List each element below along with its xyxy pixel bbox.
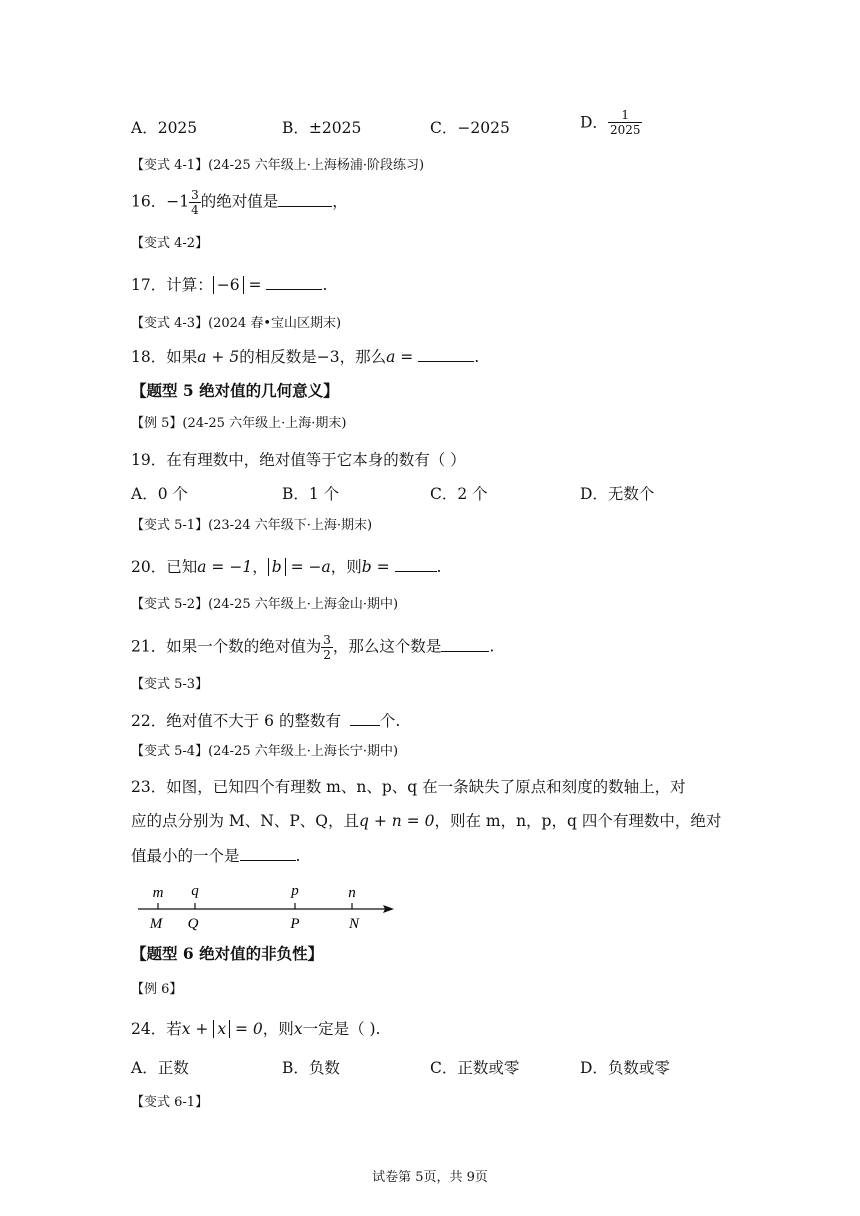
option-d: D． $\frac{1}{2025}$ — [580, 108, 641, 137]
question-16: 16．−1 $\frac{3}{4}$ 的绝对值是 ， — [131, 188, 348, 217]
variant-tag-4-1: 【变式 4-1】(24-25 六年级上·上海杨浦·阶段练习) — [131, 158, 425, 173]
fraction: $\frac{3}{4}$ — [191, 188, 199, 217]
example-tag-5: 【例 5】(24-25 六年级上·上海·期末) — [131, 416, 347, 431]
absolute-value: b — [268, 558, 286, 576]
variant-tag-4-3: 【变式 4-3】(2024 春•宝山区期末) — [131, 316, 342, 331]
question-18: 18．如果a + 5的相反数是−3，那么a = . — [131, 348, 480, 366]
option-a: A．2025 — [131, 119, 198, 137]
option-c: C．2 个 — [430, 485, 488, 503]
question-23-line-2: 应的点分别为 M、N、P、Q，且q + n = 0，则在 m，n，p，q 四个有理数中，绝对 — [131, 812, 722, 830]
absolute-value: x — [213, 1020, 230, 1038]
question-22: 22．绝对值不大于 6 的整数有 个. — [131, 712, 401, 730]
option-b: B．1 个 — [282, 485, 340, 503]
absolute-value: −6 — [213, 276, 244, 294]
option-b: B．±2025 — [282, 119, 362, 137]
option-d: D．无数个 — [580, 485, 655, 503]
option-a: A．0 个 — [131, 485, 188, 503]
label-m: m — [152, 885, 164, 901]
answer-blank — [350, 710, 380, 726]
label-N: N — [348, 916, 360, 932]
answer-blank — [441, 636, 489, 652]
question-24: 24．若x + x = 0，则x一定是（ ). — [131, 1020, 381, 1038]
option-d: D．负数或零 — [580, 1059, 670, 1077]
answer-blank — [278, 191, 332, 207]
label-p: p — [291, 883, 299, 899]
question-19: 19．在有理数中，绝对值等于它本身的数有（ ） — [131, 451, 466, 469]
section-heading-5: 【题型 5 绝对值的几何意义】 — [131, 381, 339, 400]
option-c: C．正数或零 — [430, 1059, 520, 1077]
variant-tag-6-1: 【变式 6-1】 — [131, 1095, 209, 1110]
label-P: P — [290, 916, 300, 932]
variant-tag-5-3: 【变式 5-3】 — [131, 677, 209, 692]
label-M: M — [149, 916, 163, 932]
fraction: $\frac{1}{2025}$ — [609, 108, 641, 137]
page-footer: 试卷第 5页，共 9页 — [372, 1170, 488, 1185]
variant-tag-5-4: 【变式 5-4】(24-25 六年级上·上海长宁·期中) — [131, 744, 399, 759]
fraction: $\frac{3}{2}$ — [323, 633, 331, 662]
section-heading-6: 【题型 6 绝对值的非负性】 — [131, 944, 324, 963]
answer-blank — [266, 274, 322, 290]
variant-tag-4-2: 【变式 4-2】 — [131, 236, 209, 251]
question-20: 20．已知a = −1， b = −a，则b = . — [131, 558, 442, 576]
variant-tag-5-2: 【变式 5-2】(24-25 六年级上·上海金山·期中) — [131, 597, 399, 612]
variant-tag-5-1: 【变式 5-1】(23-24 六年级下·上海·期末) — [131, 518, 373, 533]
label-q: q — [191, 883, 199, 899]
label-Q: Q — [187, 916, 199, 932]
example-tag-6: 【例 6】 — [131, 982, 183, 997]
answer-blank — [418, 346, 474, 362]
option-b: B．负数 — [282, 1059, 340, 1077]
option-a: A．正数 — [131, 1059, 189, 1077]
number-line-figure — [130, 878, 410, 934]
question-17: 17．计算： −6 = . — [131, 276, 328, 294]
answer-blank — [395, 556, 437, 572]
question-23-line-1: 23．如图，已知四个有理数 m、n、p、q 在一条缺失了原点和刻度的数轴上，对 — [131, 778, 686, 796]
option-c: C．−2025 — [430, 119, 510, 137]
question-21: 21．如果一个数的绝对值为 $\frac{3}{2}$ ，那么这个数是 . — [131, 633, 495, 662]
question-23-line-3: 值最小的一个是 . — [131, 847, 301, 865]
answer-blank — [240, 845, 296, 861]
label-n: n — [348, 885, 356, 901]
